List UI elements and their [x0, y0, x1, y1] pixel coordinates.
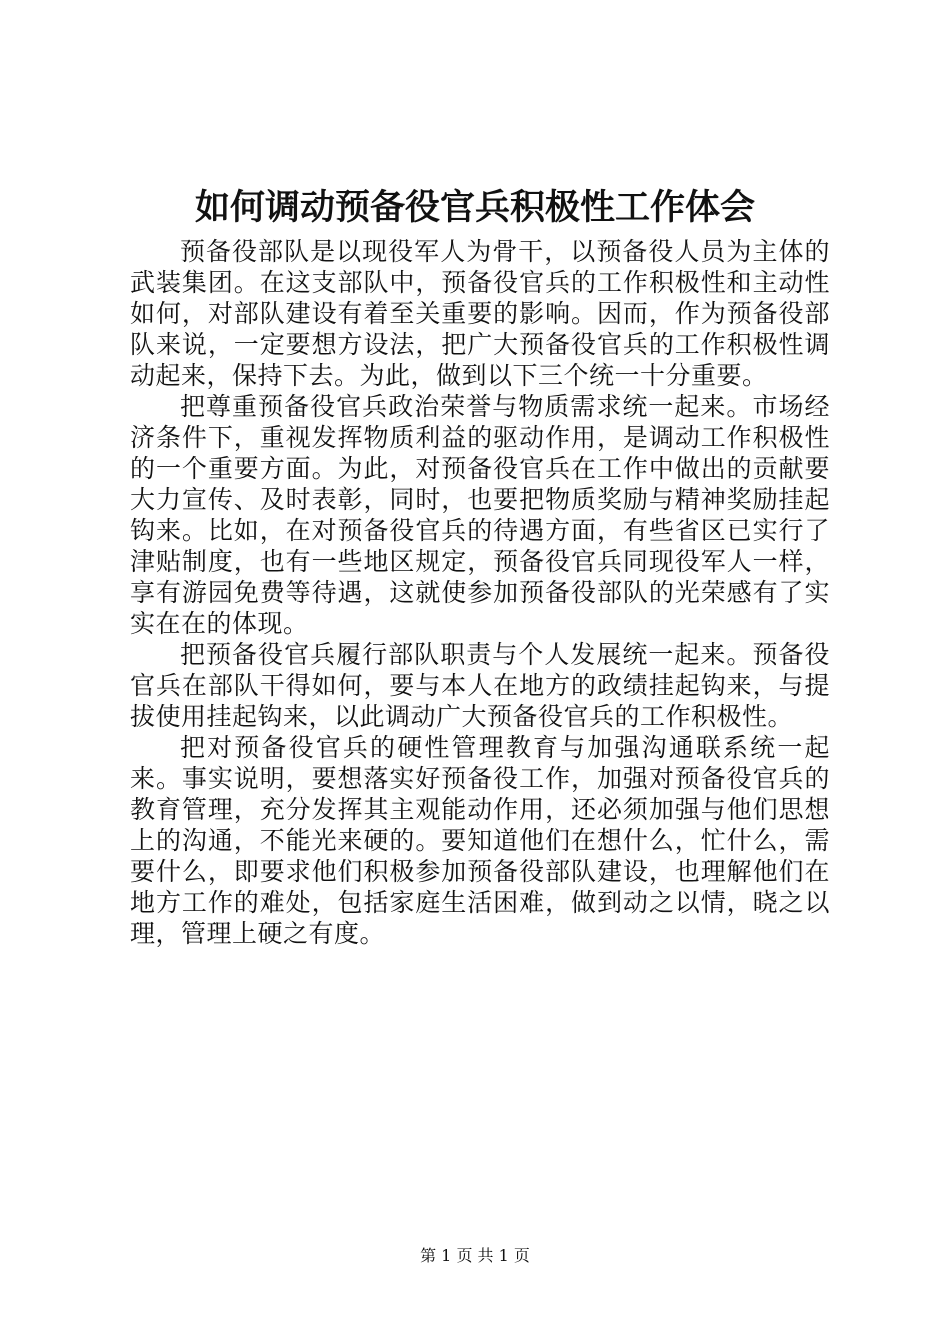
- paragraph-1: 预备役部队是以现役军人为骨干，以预备役人员为主体的武装集团。在这支部队中，预备役官兵的工作积极性和主动性如何，对部队建设有着至关重要的影响。因而，作为预备役部队来说，一定要想方设法，把广大预备役官兵的工作积极性调动起来，保持下去。为此，做到以下三个统一十分重要。: [130, 237, 830, 390]
- paragraph-2: 把尊重预备役官兵政治荣誉与物质需求统一起来。市场经济条件下，重视发挥物质利益的驱动作用，是调动工作积极性的一个重要方面。为此，对预备役官兵在工作中做出的贡献要大力宣传、及时表彰，同时，也要把物质奖励与精神奖励挂起钩来。比如，在对预备役官兵的待遇方面，有些省区已实行了津贴制度，也有一些地区规定，预备役官兵同现役军人一样，享有游园免费等待遇，这就使参加预备役部队的光荣感有了实实在在的体现。: [130, 392, 830, 638]
- page-footer: 第 1 页 共 1 页: [420, 1246, 530, 1265]
- paragraph-3: 把预备役官兵履行部队职责与个人发展统一起来。预备役官兵在部队干得如何，要与本人在地方的政绩挂起钩来，与提拔使用挂起钩来，以此调动广大预备役官兵的工作积极性。: [130, 640, 830, 731]
- document-body: [130, 236, 830, 949]
- document-title: 如何调动预备役官兵积极性工作体会: [194, 187, 755, 228]
- paragraph-4: 把对预备役官兵的硬性管理教育与加强沟通联系统一起来。事实说明，要想落实好预备役工作，加强对预备役官兵的教育管理，充分发挥其主观能动作用，还必须加强与他们思想上的沟通，不能光来硬的。要知道他们在想什么，忙什么，需要什么，即要求他们积极参加预备役部队建设，也理解他们在地方工作的难处，包括家庭生活困难，做到动之以情，晓之以理，管理上硬之有度。: [130, 733, 830, 948]
